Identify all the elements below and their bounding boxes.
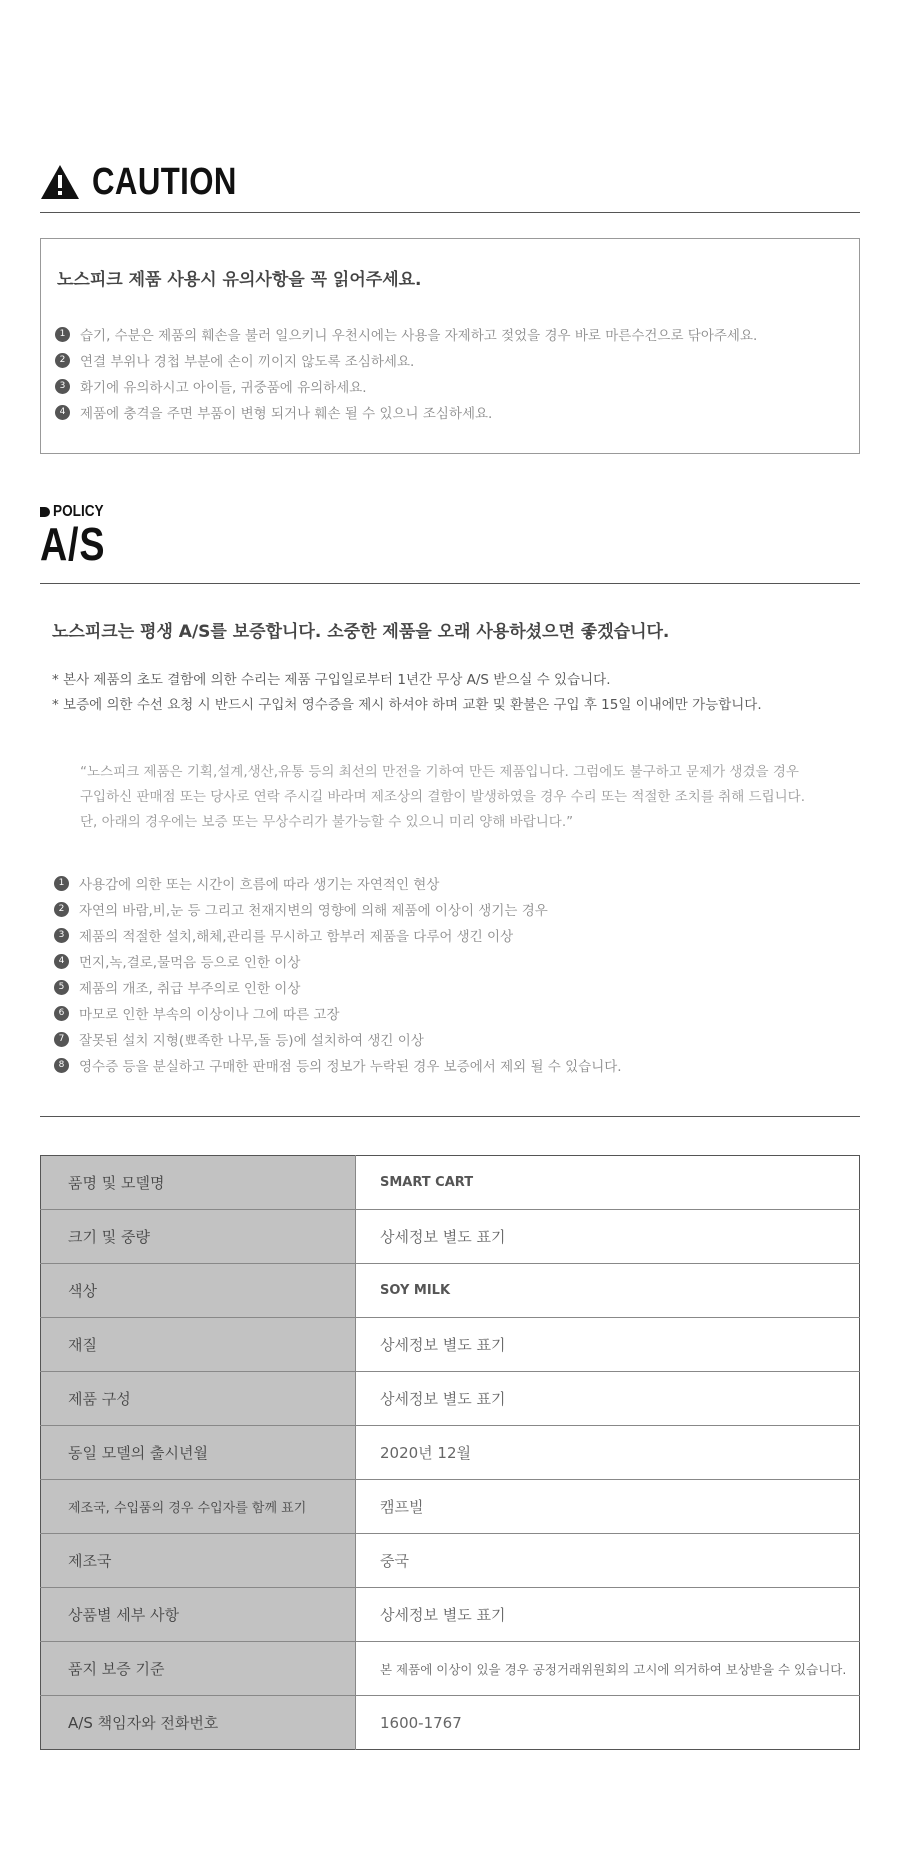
list-item-text: 먼지,녹,결로,물먹음 등으로 인한 이상: [79, 955, 301, 971]
spec-label: 품명 및 모델명: [41, 1156, 356, 1210]
list-item-text: 제품의 적절한 설치,해체,관리를 무시하고 함부러 제품을 다루어 생긴 이상: [79, 929, 514, 945]
table-row: [41, 1372, 860, 1426]
table-row: [41, 1210, 860, 1264]
spec-value: SMART CART: [356, 1156, 860, 1210]
spec-value: 캠프빌: [356, 1480, 860, 1534]
table-row: [41, 1426, 860, 1480]
list-item-text: 자연의 바람,비,눈 등 그리고 천재지변의 영향에 의해 제품에 이상이 생기는 경우: [79, 903, 548, 919]
spec-value: 1600-1767: [356, 1696, 860, 1750]
number-badge: 2: [55, 353, 70, 368]
list-item-text: 마모로 인한 부속의 이상이나 그에 따른 고장: [79, 1007, 340, 1023]
number-badge: 7: [54, 1032, 69, 1047]
list-item: [54, 896, 622, 922]
number-badge: 2: [54, 902, 69, 917]
list-item: [55, 321, 757, 347]
number-badge: 1: [54, 876, 69, 891]
list-item-text: 사용감에 의한 또는 시간이 흐름에 따라 생기는 자연적인 현상: [79, 877, 440, 893]
number-badge: 8: [54, 1058, 69, 1073]
spec-label: 동일 모델의 출시년월: [41, 1426, 356, 1480]
table-row: [41, 1318, 860, 1372]
number-badge: 3: [55, 379, 70, 394]
list-item-text: 영수증 등을 분실하고 구매한 판매점 등의 정보가 누락된 경우 보증에서 제외 될 수 있습니다.: [79, 1059, 622, 1075]
product-spec-table: [40, 1155, 860, 1750]
spec-label: A/S 책임자와 전화번호: [41, 1696, 356, 1750]
caution-lead: 노스피크 제품 사용시 유의사항을 꼭 읽어주세요.: [57, 270, 422, 290]
list-item-text: 습기, 수분은 제품의 훼손을 불러 일으키니 우천시에는 사용을 자제하고 젖었을 경우 바로 마른수건으로 닦아주세요.: [80, 328, 758, 344]
list-item: [54, 1052, 622, 1078]
spec-value: 2020년 12월: [356, 1426, 860, 1480]
quote-line: 구입하신 판매점 또는 당사로 연락 주시길 바라며 제조상의 결함이 발생하였을 경우 수리 또는 적절한 조치를 취해 드립니다.: [80, 789, 805, 805]
list-item: [54, 870, 622, 896]
as-exclusion-list: [54, 870, 622, 1078]
table-row: [41, 1588, 860, 1642]
spec-value: 상세정보 별도 표기: [356, 1588, 860, 1642]
spec-value: 상세정보 별도 표기: [356, 1372, 860, 1426]
list-item: [55, 399, 757, 425]
divider: [40, 212, 860, 213]
caution-box: [40, 238, 860, 454]
number-badge: 4: [55, 405, 70, 420]
warning-icon: [40, 164, 80, 200]
spec-label: 제조국, 수입품의 경우 수입자를 함께 표기: [41, 1480, 356, 1534]
table-row: [41, 1696, 860, 1750]
spec-label: 상품별 세부 사항: [41, 1588, 356, 1642]
number-badge: 3: [54, 928, 69, 943]
quote-line: “노스피크 제품은 기획,설계,생산,유통 등의 최선의 만전을 기하여 만든 제품입니다. 그럼에도 불구하고 문제가 생겼을 경우: [80, 764, 799, 780]
list-item: [54, 1026, 622, 1052]
list-item: [54, 948, 622, 974]
spec-value: SOY MILK: [356, 1264, 860, 1318]
policy-tag: [40, 503, 860, 521]
table-row: [41, 1156, 860, 1210]
caution-title: CAUTION: [92, 161, 237, 203]
bullet-marker-icon: [40, 507, 50, 517]
table-row: [41, 1264, 860, 1318]
list-item: [54, 974, 622, 1000]
list-item-text: 제품에 충격을 주면 부품이 변형 되거나 훼손 될 수 있으니 조심하세요.: [80, 406, 493, 422]
quote-line: 단, 아래의 경우에는 보증 또는 무상수리가 불가능할 수 있으니 미리 양해 바랍니다.”: [80, 814, 574, 830]
list-item-text: 연결 부위나 경첩 부분에 손이 끼이지 않도록 조심하세요.: [80, 354, 415, 370]
as-lead: 노스피크는 평생 A/S를 보증합니다. 소중한 제품을 오래 사용하셨으면 좋겠습니다.: [52, 622, 670, 642]
divider: [40, 583, 860, 584]
caution-list: [55, 321, 757, 425]
spec-label: 품지 보증 기준: [41, 1642, 356, 1696]
list-item: [55, 347, 757, 373]
as-quote: [80, 760, 860, 835]
spec-label: 제조국: [41, 1534, 356, 1588]
spec-value: 상세정보 별도 표기: [356, 1318, 860, 1372]
number-badge: 5: [54, 980, 69, 995]
list-item: [54, 1000, 622, 1026]
note-line: * 보증에 의한 수선 요청 시 반드시 구입처 영수증을 제시 하셔야 하며 교환 및 환불은 구입 후 15일 이내에만 가능합니다.: [52, 697, 762, 713]
note-line: * 본사 제품의 초도 결함에 의한 수리는 제품 구입일로부터 1년간 무상 A/S 받으실 수 있습니다.: [52, 672, 611, 688]
spec-label: 제품 구성: [41, 1372, 356, 1426]
policy-tag-label: POLICY: [53, 503, 104, 520]
table-row: [41, 1534, 860, 1588]
list-item-text: 화기에 유의하시고 아이들, 귀중품에 유의하세요.: [80, 380, 367, 396]
divider: [40, 1116, 860, 1117]
number-badge: 4: [54, 954, 69, 969]
spec-value: 본 제품에 이상이 있을 경우 공정거래위원회의 고시에 의거하여 보상받을 수 있습니다.: [356, 1642, 860, 1696]
list-item-text: 잘못된 설치 지형(뾰족한 나무,돌 등)에 설치하여 생긴 이상: [79, 1033, 424, 1049]
spec-label: 재질: [41, 1318, 356, 1372]
spec-value: 중국: [356, 1534, 860, 1588]
table-row: [41, 1642, 860, 1696]
as-notes: [52, 668, 872, 718]
list-item: [54, 922, 622, 948]
number-badge: 6: [54, 1006, 69, 1021]
spec-label: 색상: [41, 1264, 356, 1318]
number-badge: 1: [55, 327, 70, 342]
table-row: [41, 1480, 860, 1534]
spec-label: 크기 및 중량: [41, 1210, 356, 1264]
list-item-text: 제품의 개조, 취급 부주의로 인한 이상: [79, 981, 301, 997]
spec-value: 상세정보 별도 표기: [356, 1210, 860, 1264]
as-title: A/S: [40, 518, 106, 570]
caution-header: [40, 158, 860, 206]
list-item: [55, 373, 757, 399]
